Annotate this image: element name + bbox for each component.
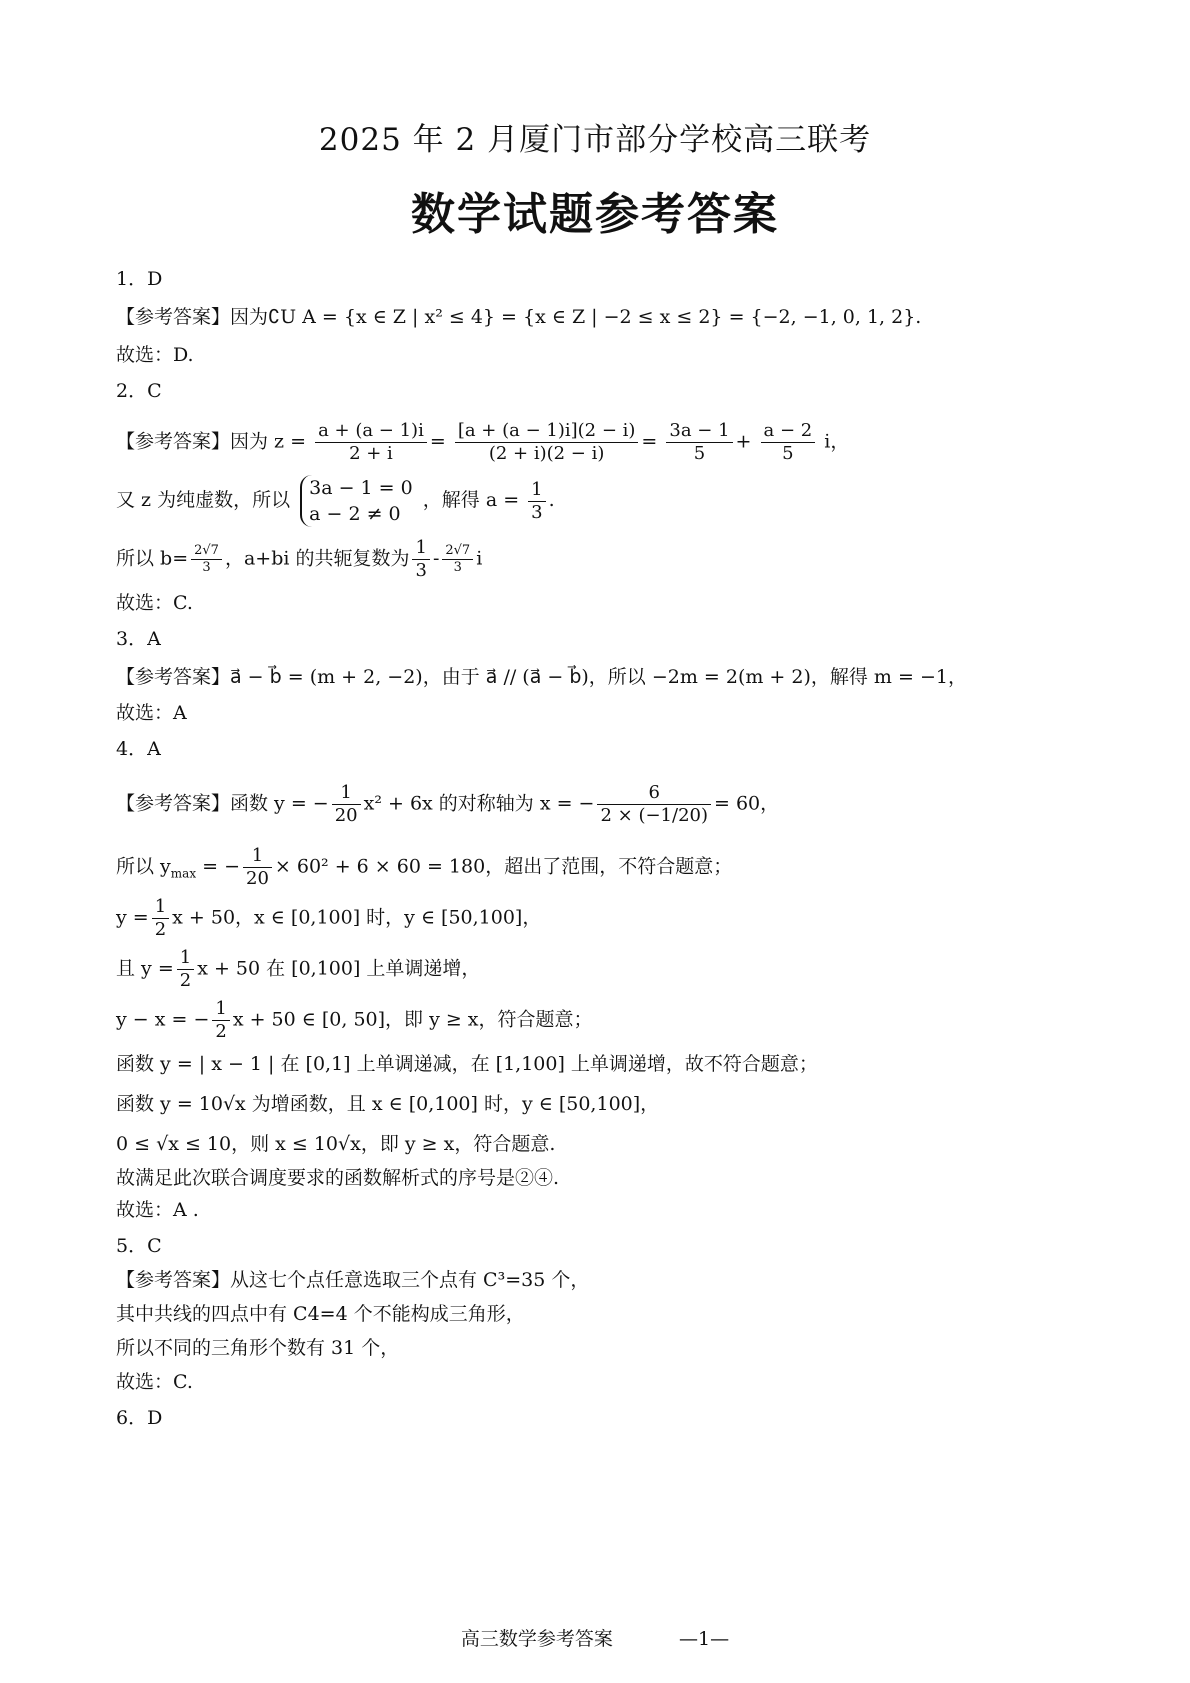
- numerator: a − 2: [761, 420, 816, 443]
- denominator: 3: [415, 560, 427, 581]
- question-5-answer-line-1: 【参考答案】从这七个点任意选取三个点有 C³=35 个，: [116, 1269, 590, 1291]
- question-2-answer-line-1: 【参考答案】因为 z = $\frac{a + (a - 1)i}{2 + i}$ = $\frac{[a + (a - 1)i](2 - i)}{(2 + i)(2 - i)}$ = $\frac{3a - 1}{5}$ + $\frac{a - 2}{5}$ i，: [116, 420, 850, 464]
- text-segment: ，解得 a =: [422, 489, 520, 511]
- text-segment: 所以 b=: [116, 547, 189, 570]
- fraction: [528, 479, 545, 524]
- question-5-answer-line-3: 所以不同的三角形个数有 31 个，: [116, 1337, 400, 1359]
- equation: 3a − 1 = 0: [309, 477, 413, 499]
- question-2-answer-line-3: 所以 b= $\frac{2√7}{3}$ ，a+bi 的共轭复数为 $\frac{1}{3}$ - $\frac{2√7}{3}$ i: [116, 537, 483, 581]
- fraction: [761, 420, 816, 465]
- numerator: 2√7: [442, 543, 473, 560]
- fraction: [597, 782, 711, 827]
- numerator: 1: [243, 845, 272, 868]
- question-4-answer-line-9: 故满足此次联合调度要求的函数解析式的序号是②④.: [116, 1167, 560, 1189]
- subscript: max: [170, 866, 197, 881]
- question-4-choice: 故选：A .: [116, 1199, 199, 1221]
- text-segment: y =: [116, 906, 149, 929]
- text-segment: 【参考答案】函数 y = −: [116, 792, 329, 815]
- fraction: [212, 998, 229, 1043]
- fraction: [177, 947, 194, 992]
- numerator: 1: [332, 782, 361, 805]
- text-segment: 且 y =: [116, 957, 174, 980]
- text-segment: 所以 y: [116, 855, 171, 878]
- denominator: 2: [179, 970, 192, 991]
- numerator: 1: [177, 947, 194, 970]
- question-4-answer-line-4: [116, 947, 1096, 992]
- equation: a − 2 ≠ 0: [309, 503, 401, 525]
- denominator: 5: [693, 443, 706, 464]
- numerator: 1: [528, 479, 545, 502]
- numerator: 1: [412, 537, 429, 560]
- document-subtitle: 数学试题参考答案: [411, 189, 779, 240]
- question-1-choice: 故选：D.: [116, 344, 194, 366]
- denominator: 3: [202, 560, 211, 575]
- question-4-answer-line-8: 0 ≤ √x ≤ 10，则 x ≤ 10√x，即 y ≥ x，符合题意.: [116, 1133, 556, 1155]
- denominator: 2: [154, 919, 167, 940]
- question-4-answer-line-7: 函数 y = 10√x 为增函数，且 x ∈ [0,100] 时，y ∈ [50,100]，: [116, 1093, 660, 1115]
- denominator: 2: [215, 1021, 227, 1042]
- denominator: 2 × (−1/20): [600, 805, 708, 826]
- text-segment: i: [476, 547, 483, 570]
- question-1-answer: 【参考答案】因为∁U A = {x ∈ Z | x² ≤ 4} = {x ∈ Z | −2 ≤ x ≤ 2} = {−2, −1, 0, 1, 2}.: [116, 306, 922, 328]
- question-3-answer: 【参考答案】a⃗ − b⃗ = (m + 2, −2)，由于 a⃗ // (a⃗ − b⃗)，所以 −2m = 2(m + 2)，解得 m = −1，: [116, 666, 967, 688]
- exam-title: 2025 年 2 月厦门市部分学校高三联考: [318, 122, 872, 158]
- question-2-choice: 故选：C.: [116, 592, 193, 614]
- text-segment: = −: [196, 855, 241, 878]
- page-footer: [0, 1624, 1190, 1651]
- fraction: [332, 782, 361, 827]
- fraction: [442, 543, 473, 576]
- question-1-number: 1．D: [116, 268, 163, 290]
- equation-system: [300, 475, 413, 527]
- question-4-answer-line-1: [116, 782, 1096, 827]
- question-5-choice: 故选：C.: [116, 1371, 193, 1393]
- footer-label: 高三数学参考答案: [460, 1628, 613, 1650]
- question-3-choice: 故选：A: [116, 702, 187, 724]
- denominator: (2 + i)(2 − i): [488, 443, 605, 464]
- fraction: [152, 896, 169, 941]
- denominator: 2 + i: [349, 443, 393, 464]
- question-4-answer-line-3: [116, 896, 1096, 941]
- numerator: 6: [597, 782, 711, 805]
- fraction: [315, 420, 427, 465]
- fraction: [412, 537, 429, 582]
- question-5-answer-line-2: 其中共线的四点中有 C4=4 个不能构成三角形，: [116, 1303, 525, 1325]
- denominator: 5: [782, 443, 794, 464]
- fraction: [191, 543, 222, 576]
- answer-body: [116, 258, 1096, 1433]
- text-segment: x² + 6x 的对称轴为 x = −: [363, 792, 595, 815]
- text-segment: x + 50，x ∈ [0,100] 时，y ∈ [50,100]，: [172, 906, 542, 929]
- question-2-answer-line-2: 又 z 为纯虚数，所以 3a − 1 = 0 a − 2 ≠ 0 ，解得 a = $\frac{1}{3}$ .: [116, 477, 555, 525]
- numerator: a + (a − 1)i: [315, 420, 427, 443]
- numerator: 1: [212, 998, 229, 1021]
- text-segment: 【参考答案】因为 z =: [116, 430, 307, 453]
- denominator: 3: [531, 501, 543, 523]
- numerator: 3a − 1: [666, 420, 732, 443]
- numerator: [a + (a − 1)i](2 − i): [455, 420, 639, 443]
- fraction: [666, 420, 732, 465]
- text-segment: ，a+bi 的共轭复数为: [224, 547, 410, 570]
- numerator: 1: [152, 896, 169, 919]
- question-4-number: 4．A: [116, 738, 161, 760]
- numerator: 2√7: [191, 543, 222, 560]
- denominator: 3: [453, 560, 462, 575]
- text-segment: 又 z 为纯虚数，所以: [116, 489, 291, 511]
- text-segment: i，: [824, 430, 850, 453]
- denominator: 20: [246, 868, 269, 889]
- question-4-answer-line-2: [116, 845, 1096, 890]
- text-segment: x + 50 在 [0,100] 上单调递增，: [197, 957, 481, 980]
- fraction: [243, 845, 272, 890]
- denominator: 20: [334, 805, 358, 826]
- question-2-number: 2．C: [116, 380, 162, 402]
- question-4-answer-line-6: 函数 y = | x − 1 | 在 [0,1] 上单调递减，在 [1,100] 上单调递增，故不符合题意；: [116, 1053, 818, 1075]
- text-segment: × 60² + 6 × 60 = 180，超出了范围，不符合题意；: [274, 855, 733, 878]
- text-segment: = 60，: [714, 792, 780, 815]
- fraction: [455, 420, 639, 465]
- question-3-number: 3．A: [116, 628, 161, 650]
- page-number: —1—: [678, 1628, 730, 1650]
- text-segment: y − x = −: [116, 1008, 210, 1031]
- question-5-number: 5．C: [116, 1235, 162, 1257]
- question-4-answer-line-5: [116, 998, 1096, 1043]
- text-segment: x + 50 ∈ [0, 50]，即 y ≥ x，符合题意；: [232, 1008, 593, 1031]
- question-6-number: 6．D: [116, 1407, 163, 1429]
